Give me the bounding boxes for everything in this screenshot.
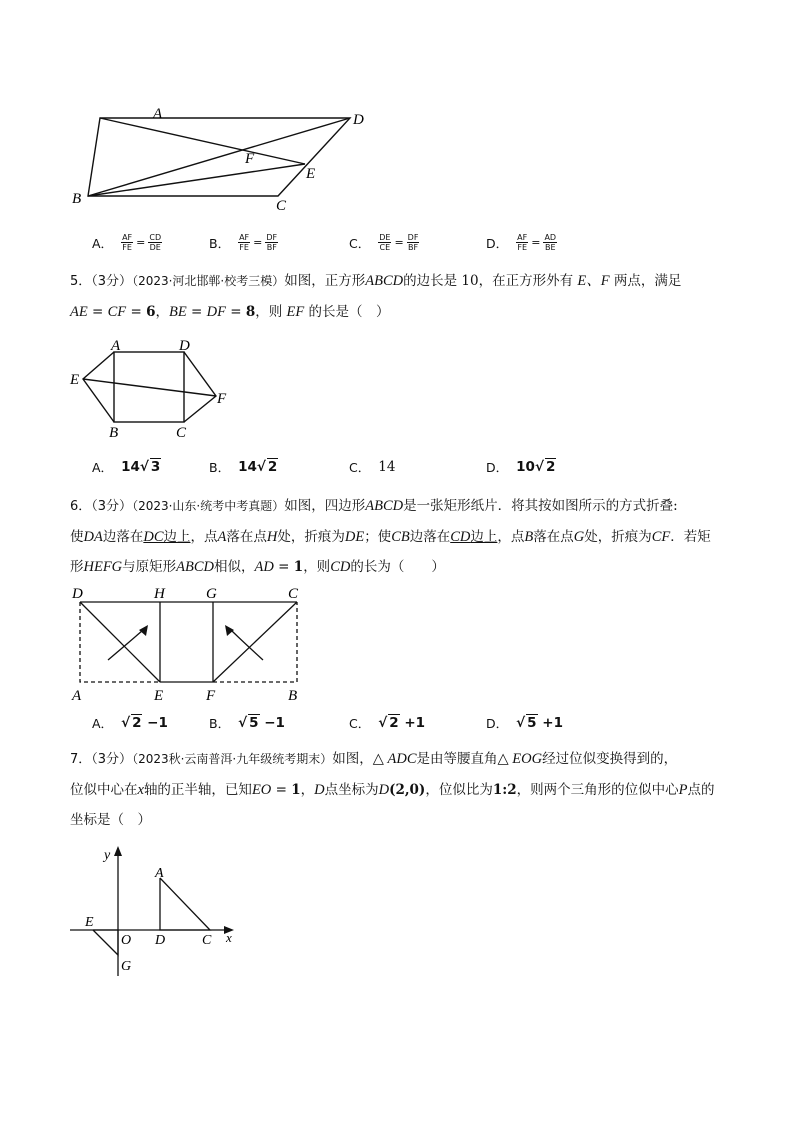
- q5-option-c[interactable]: C． 14: [349, 459, 396, 475]
- q5-label-c: C: [176, 425, 187, 441]
- q5-option-a[interactable]: A． 14√ 3: [92, 459, 161, 475]
- q5-figure: [66, 336, 246, 444]
- q4-option-a[interactable]: A． $\frac{AF}{FE}$ = $\frac{CD}{DE}$: [92, 233, 162, 252]
- q7-label-g: G: [121, 959, 132, 974]
- q7-line-2: 位似中心在x轴的正半轴，已知EO = 1，D点坐标为D(2,0)，位似比为1:2，则两个三角形的位似中心P点的: [70, 782, 715, 798]
- fold-cf: [213, 602, 297, 682]
- q4-label-d: D: [353, 112, 364, 128]
- q5-line-2: AE = CF = 6，BE = DF = 8，则 EF 的长是（ ）: [70, 304, 390, 320]
- q5-label-f: F: [217, 391, 227, 407]
- q5-label-b: B: [109, 425, 119, 441]
- fraction: $\frac{DF}{BF}$: [266, 233, 278, 252]
- segments-fd-fc: [184, 352, 216, 422]
- q6-line-1: 6．（3分）（2023·山东·统考中考真题）如图，四边形ABCD是一张矩形纸片．将其按如图所示的方式折叠:: [70, 498, 678, 514]
- q7-label-c: C: [202, 933, 212, 948]
- fraction: $\frac{AD}{BE}$: [544, 233, 557, 252]
- question-7-text: [70, 744, 730, 835]
- q6-option-a[interactable]: A． √ 2 −1: [92, 715, 168, 731]
- q6-label-c: C: [288, 586, 299, 602]
- q6-label-h: H: [154, 586, 165, 602]
- triangle-eog: [93, 930, 118, 955]
- segment-ef: [83, 379, 216, 396]
- q5-label-a: A: [111, 338, 121, 354]
- q6-label-d: D: [72, 586, 83, 602]
- q6-line-2: 使DA边落在DC边上，点A落在点H处，折痕为DE；使CB边落在CD边上，点B落在点G处，折痕为CF．若矩: [70, 529, 711, 545]
- q7-figure: [66, 840, 246, 980]
- q5-line-1: 5．（3分）（2023·河北邯郸·校考三模）如图，正方形ABCD的边长是 10，在正方形外有 E、F 两点，满足: [70, 273, 682, 289]
- q7-label-x: x: [226, 930, 232, 945]
- edges-original-dashed: [80, 602, 297, 682]
- q5-options: [92, 458, 732, 480]
- q6-label-e: E: [154, 688, 164, 704]
- q7-label-d: D: [155, 933, 166, 948]
- q4-options: [92, 233, 732, 255]
- q6-line-3: 形HEFG与原矩形ABCD相似，AD = 1，则CD的长为（ ）: [70, 559, 445, 575]
- q6-label-f: F: [206, 688, 216, 704]
- q6-option-d[interactable]: D． √ 5 +1: [486, 715, 563, 731]
- fraction: $\frac{AF}{FE}$: [517, 233, 528, 252]
- q6-option-c[interactable]: C． √ 2 +1: [349, 715, 426, 731]
- q6-option-b[interactable]: B． √ 5 −1: [209, 715, 285, 731]
- segments-ea-eb: [83, 352, 114, 422]
- q7-line-1: 7．（3分）（2023秋·云南普洱·九年级统考期末）如图，△ ADC是由等腰直角△ EOG经过位似变换得到的，: [70, 751, 678, 767]
- q4-label-b: B: [72, 191, 82, 207]
- q6-options: [92, 714, 732, 736]
- triangle-adc: [160, 878, 210, 930]
- q4-option-b[interactable]: B． $\frac{AF}{FE}$ = $\frac{DF}{BF}$: [209, 233, 278, 252]
- segment-bd: [88, 118, 350, 196]
- q6-label-b: B: [288, 688, 298, 704]
- q6-label-g: G: [206, 586, 217, 602]
- question-6-text: [70, 491, 730, 582]
- q4-label-a: A: [153, 106, 163, 122]
- q5-option-d[interactable]: D． 10√ 2: [486, 459, 556, 475]
- q4-label-f: F: [245, 151, 255, 167]
- fold-de: [80, 602, 160, 682]
- fraction: $\frac{CD}{DE}$: [149, 233, 162, 252]
- segment-be: [88, 164, 305, 196]
- y-axis-arrow-icon: [114, 846, 122, 856]
- q7-line-3: 坐标是（ ）: [70, 812, 151, 828]
- q6-label-a: A: [72, 688, 82, 704]
- q7-label-a: A: [155, 866, 164, 881]
- fraction: $\frac{DE}{CE}$: [379, 233, 391, 252]
- right-arrowhead-icon: [225, 625, 234, 636]
- right-fold-arrow-icon: [231, 630, 263, 660]
- fraction: $\frac{DF}{BF}$: [407, 233, 419, 252]
- q4-figure: [60, 100, 380, 220]
- q5-label-d: D: [179, 338, 190, 354]
- q4-label-e: E: [306, 166, 316, 182]
- left-arrowhead-icon: [139, 625, 148, 636]
- q6-figure: [66, 580, 316, 705]
- question-5-text: [70, 266, 730, 327]
- q5-option-b[interactable]: B． 14√ 2: [209, 459, 278, 475]
- q7-label-y: y: [104, 848, 111, 863]
- q4-option-c[interactable]: C． $\frac{DE}{CE}$ = $\frac{DF}{BF}$: [349, 233, 419, 252]
- q5-label-e: E: [70, 372, 80, 388]
- q7-label-e: E: [85, 915, 94, 930]
- q7-label-o: O: [121, 933, 132, 948]
- q4-label-c: C: [276, 198, 287, 214]
- fraction: $\frac{AF}{FE}$: [239, 233, 250, 252]
- fraction: $\frac{AF}{FE}$: [122, 233, 133, 252]
- q4-option-d[interactable]: D． $\frac{AF}{FE}$ = $\frac{AD}{BE}$: [486, 233, 557, 252]
